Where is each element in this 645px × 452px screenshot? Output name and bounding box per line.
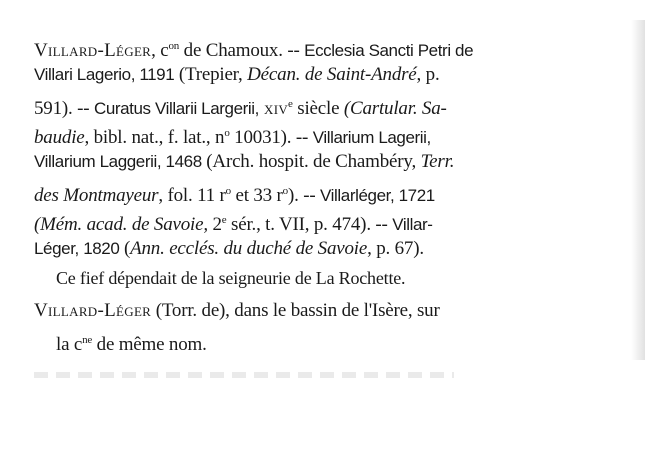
headword: Villard-Léger	[34, 300, 152, 321]
source-title: baudie	[34, 127, 85, 148]
entry-villard-leger-line-7: (Mém. acad. de Savoie, 2e sér., t. VII, p. 474). -- Villar-	[34, 214, 433, 235]
source-title: Décan. de Saint-André	[247, 64, 417, 85]
source-title: des Montmayeur	[34, 185, 159, 206]
bleed-through-text	[34, 372, 454, 378]
historical-form: Villari Lagerio, 1191	[34, 65, 175, 84]
historical-form: Ecclesia Sancti Petri de	[304, 41, 474, 60]
entry-villard-leger-line-4: baudie, bibl. nat., f. lat., $n^o$ 10031). -- Villarium Lagerii,	[34, 127, 431, 148]
page-edge-shadow	[631, 20, 645, 360]
headword: Villard-Léger	[34, 40, 152, 61]
historical-form: Curatus Villarii Largerii,	[93, 99, 259, 118]
source-title: Ann. ecclés. du duché de Savoie	[130, 238, 368, 259]
source-title: (Cartular. Sa-	[343, 98, 447, 119]
historical-form: Villar-	[392, 215, 433, 234]
entry-villard-leger-line-2: Villari Lagerio, 1191 (Trepier, Décan. de Saint-André, p.	[34, 64, 440, 85]
source-title: Terr.	[420, 151, 455, 172]
historical-form: Villarléger, 1721	[320, 186, 435, 205]
entry-villard-leger-line-1: Villard-Léger, $c^{on}$ de Chamoux. -- Ecclesia Sancti Petri de	[34, 40, 474, 61]
entry-villard-leger-line-5: Villarium Laggerii, 1468 (Arch. hospit. de Chambéry, Terr.	[34, 151, 455, 172]
historical-form: Léger, 1820	[34, 239, 120, 258]
entry-villard-leger-note: Ce fief dépendait de la seigneurie de La Rochette.	[56, 268, 406, 288]
entry-villard-leger-line-3: 591). -- Curatus Villarii Largerii, xiv$^e$ siècle (Cartular. Sa-	[34, 98, 447, 119]
entry-villard-leger-line-8: Léger, 1820 (Ann. ecclés. du duché de Savoie, p. 67).	[34, 238, 424, 259]
entry-villard-leger-line-6: des Montmayeur, fol. 11 $r^o$ et 33 $r^o$). -- Villarléger, 1721	[34, 185, 435, 206]
historical-form: Villarium Lagerii,	[312, 128, 431, 147]
entry-villard-leger-torrent-line-2: la $c^{ne}$ de même nom.	[56, 334, 207, 355]
source-title: (Mém. acad. de Savoie,	[34, 214, 208, 235]
historical-form: Villarium Laggerii, 1468	[34, 152, 202, 171]
entry-villard-leger-torrent-line-1: Villard-Léger (Torr. de), dans le bassin de l'Isère, sur	[34, 300, 440, 321]
